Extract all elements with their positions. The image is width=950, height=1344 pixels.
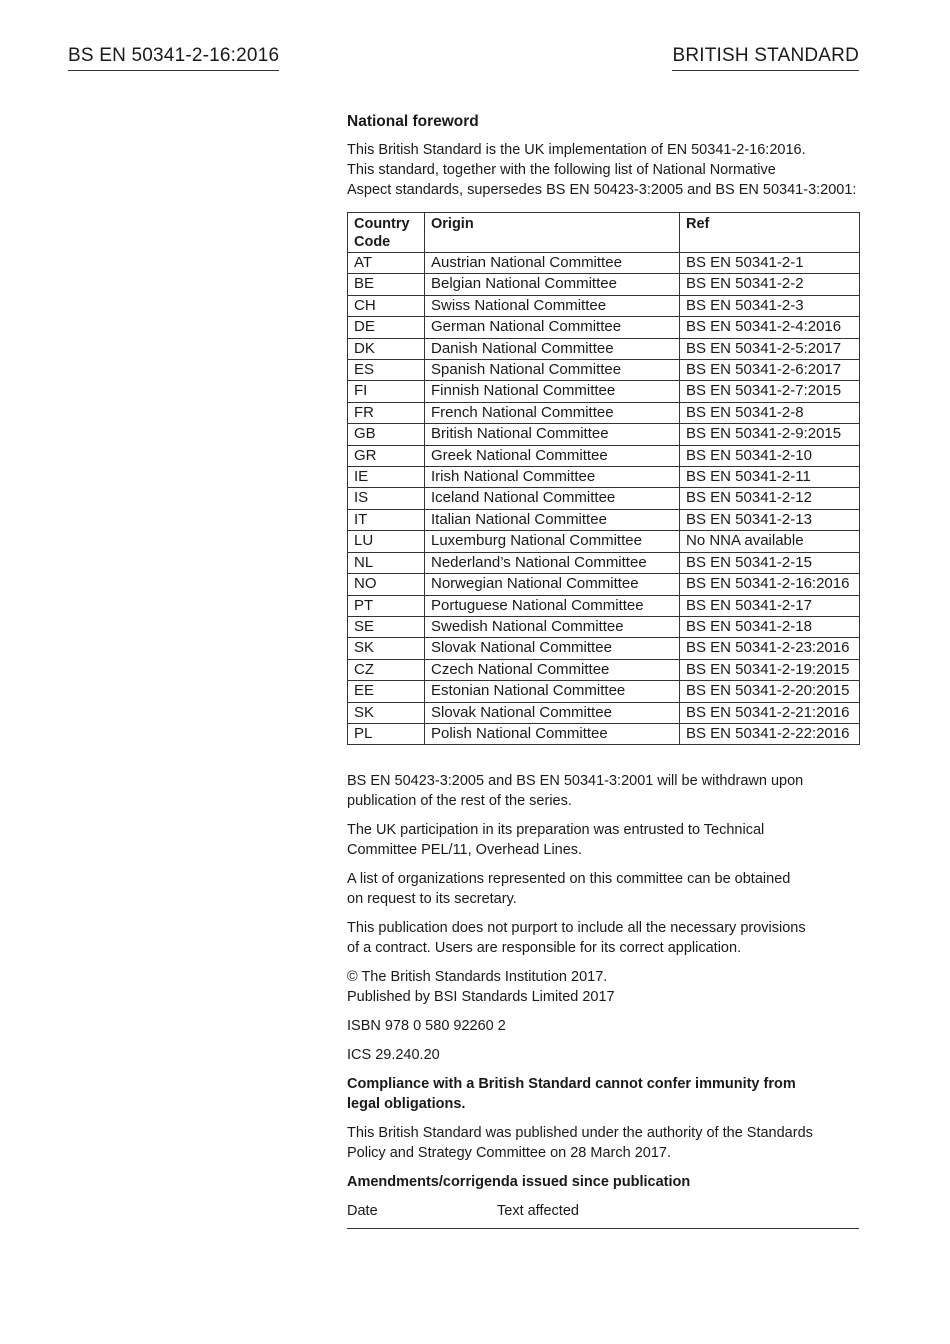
table-row <box>348 552 860 573</box>
ics: ICS 29.240.20 <box>347 1047 440 1064</box>
cell-origin: Slovak National Committee <box>425 702 680 723</box>
cell-country-code: PL <box>348 723 425 744</box>
cell-ref: BS EN 50341-2-19:2015 <box>680 659 860 680</box>
cell-country-code: BE <box>348 274 425 295</box>
table-body <box>348 253 860 745</box>
cell-country-code: DE <box>348 317 425 338</box>
header-ref: Ref <box>680 213 860 253</box>
amendments-text-column: Text affected <box>497 1203 579 1220</box>
table-row <box>348 509 860 530</box>
intro-line: Aspect standards, supersedes BS EN 50423-3:2005 and BS EN 50341-3:2001: <box>347 182 857 198</box>
cell-country-code: FR <box>348 402 425 423</box>
table-row <box>348 659 860 680</box>
cell-origin: German National Committee <box>425 317 680 338</box>
withdrawn-paragraph <box>347 771 859 811</box>
intro-line: This standard, together with the following list of National Normative <box>347 162 776 178</box>
table-row <box>348 402 860 423</box>
cell-origin: Italian National Committee <box>425 509 680 530</box>
amendments-title: Amendments/corrigenda issued since publication <box>347 1174 691 1191</box>
table-row <box>348 681 860 702</box>
header-origin: Origin <box>425 213 680 253</box>
text-line: publication of the rest of the series. <box>347 793 572 810</box>
cell-ref: BS EN 50341-2-16:2016 <box>680 574 860 595</box>
cell-country-code: GR <box>348 445 425 466</box>
cell-country-code: CH <box>348 295 425 316</box>
cell-country-code: AT <box>348 253 425 274</box>
cell-country-code: PT <box>348 595 425 616</box>
cell-origin: Finnish National Committee <box>425 381 680 402</box>
text-line: Compliance with a British Standard cannot confer immunity from <box>347 1076 796 1093</box>
cell-ref: BS EN 50341-2-23:2016 <box>680 638 860 659</box>
table-row <box>348 295 860 316</box>
cell-country-code: NO <box>348 574 425 595</box>
cell-origin: Estonian National Committee <box>425 681 680 702</box>
cell-ref: No NNA available <box>680 531 860 552</box>
table-row <box>348 616 860 637</box>
cell-country-code: SK <box>348 638 425 659</box>
section-title: National foreword <box>347 113 479 130</box>
cell-ref: BS EN 50341-2-5:2017 <box>680 338 860 359</box>
text-line: Policy and Strategy Committee on 28 March 2017. <box>347 1145 671 1162</box>
table-row <box>348 424 860 445</box>
cell-country-code: SK <box>348 702 425 723</box>
cell-country-code: DK <box>348 338 425 359</box>
cell-ref: BS EN 50341-2-8 <box>680 402 860 423</box>
table-row <box>348 531 860 552</box>
british-standard-header: BRITISH STANDARD <box>672 45 859 71</box>
cell-origin: Luxemburg National Committee <box>425 531 680 552</box>
cell-origin: Czech National Committee <box>425 659 680 680</box>
isbn: ISBN 978 0 580 92260 2 <box>347 1018 506 1035</box>
cell-ref: BS EN 50341-2-21:2016 <box>680 702 860 723</box>
cell-origin: Austrian National Committee <box>425 253 680 274</box>
cell-origin: Nederland’s National Committee <box>425 552 680 573</box>
cell-ref: BS EN 50341-2-12 <box>680 488 860 509</box>
text-line: on request to its secretary. <box>347 891 517 908</box>
participation-paragraph <box>347 820 859 860</box>
table-row <box>348 445 860 466</box>
authority-paragraph <box>347 1123 859 1163</box>
text-line: of a contract. Users are responsible for its correct application. <box>347 940 742 957</box>
cell-country-code: SE <box>348 616 425 637</box>
text-line: Committee PEL/11, Overhead Lines. <box>347 842 583 859</box>
cell-origin: Belgian National Committee <box>425 274 680 295</box>
cell-origin: Portuguese National Committee <box>425 595 680 616</box>
main-content <box>347 112 859 1229</box>
text-line: The UK participation in its preparation was entrusted to Technical <box>347 822 765 839</box>
cell-ref: BS EN 50341-2-18 <box>680 616 860 637</box>
organizations-paragraph <box>347 869 859 909</box>
table-row <box>348 338 860 359</box>
nna-table <box>347 212 860 745</box>
cell-origin: Polish National Committee <box>425 723 680 744</box>
cell-ref: BS EN 50341-2-22:2016 <box>680 723 860 744</box>
text-line: legal obligations. <box>347 1096 466 1113</box>
text-line: This British Standard was published under the authority of the Standards <box>347 1125 813 1142</box>
text-line: Published by BSI Standards Limited 2017 <box>347 989 615 1006</box>
contract-paragraph <box>347 918 859 958</box>
cell-ref: BS EN 50341-2-2 <box>680 274 860 295</box>
table-row <box>348 595 860 616</box>
cell-country-code: IE <box>348 467 425 488</box>
cell-origin: Greek National Committee <box>425 445 680 466</box>
cell-origin: Iceland National Committee <box>425 488 680 509</box>
cell-country-code: GB <box>348 424 425 445</box>
cell-ref: BS EN 50341-2-13 <box>680 509 860 530</box>
cell-country-code: LU <box>348 531 425 552</box>
header-code-line: Country <box>354 216 410 232</box>
cell-country-code: EE <box>348 681 425 702</box>
text-line: BS EN 50423-3:2005 and BS EN 50341-3:2001 will be withdrawn upon <box>347 773 804 790</box>
cell-ref: BS EN 50341-2-7:2015 <box>680 381 860 402</box>
cell-country-code: ES <box>348 360 425 381</box>
cell-origin: Norwegian National Committee <box>425 574 680 595</box>
cell-origin: Swedish National Committee <box>425 616 680 637</box>
table-row <box>348 488 860 509</box>
cell-origin: Slovak National Committee <box>425 638 680 659</box>
cell-ref: BS EN 50341-2-1 <box>680 253 860 274</box>
compliance-paragraph <box>347 1074 859 1114</box>
table-header-row <box>348 213 860 253</box>
cell-ref: BS EN 50341-2-4:2016 <box>680 317 860 338</box>
cell-origin: French National Committee <box>425 402 680 423</box>
cell-ref: BS EN 50341-2-10 <box>680 445 860 466</box>
cell-ref: BS EN 50341-2-20:2015 <box>680 681 860 702</box>
cell-origin: Danish National Committee <box>425 338 680 359</box>
cell-ref: BS EN 50341-2-15 <box>680 552 860 573</box>
table-row <box>348 723 860 744</box>
cell-country-code: IT <box>348 509 425 530</box>
header-code-line: Code <box>354 234 391 250</box>
text-line: © The British Standards Institution 2017. <box>347 969 608 986</box>
cell-ref: BS EN 50341-2-3 <box>680 295 860 316</box>
table-row <box>348 253 860 274</box>
amendments-header-row <box>347 1201 859 1229</box>
cell-country-code: FI <box>348 381 425 402</box>
text-line: This publication does not purport to include all the necessary provisions <box>347 920 806 937</box>
table-row <box>348 317 860 338</box>
cell-origin: Irish National Committee <box>425 467 680 488</box>
cell-country-code: IS <box>348 488 425 509</box>
notes-section <box>347 771 859 1229</box>
table-row <box>348 702 860 723</box>
intro-paragraph <box>347 140 859 200</box>
intro-line: This British Standard is the UK implementation of EN 50341-2-16:2016. <box>347 142 806 158</box>
cell-origin: British National Committee <box>425 424 680 445</box>
document-id-header: BS EN 50341-2-16:2016 <box>68 45 279 71</box>
cell-origin: Spanish National Committee <box>425 360 680 381</box>
cell-country-code: NL <box>348 552 425 573</box>
table-row <box>348 467 860 488</box>
cell-ref: BS EN 50341-2-17 <box>680 595 860 616</box>
table-row <box>348 274 860 295</box>
cell-country-code: CZ <box>348 659 425 680</box>
cell-ref: BS EN 50341-2-6:2017 <box>680 360 860 381</box>
table-row <box>348 360 860 381</box>
text-line: A list of organizations represented on this committee can be obtained <box>347 871 791 888</box>
cell-ref: BS EN 50341-2-9:2015 <box>680 424 860 445</box>
table-row <box>348 574 860 595</box>
cell-origin: Swiss National Committee <box>425 295 680 316</box>
header-country-code <box>348 213 425 253</box>
cell-ref: BS EN 50341-2-11 <box>680 467 860 488</box>
table-row <box>348 381 860 402</box>
copyright-paragraph <box>347 967 859 1007</box>
table-row <box>348 638 860 659</box>
amendments-date-column: Date <box>347 1203 378 1220</box>
